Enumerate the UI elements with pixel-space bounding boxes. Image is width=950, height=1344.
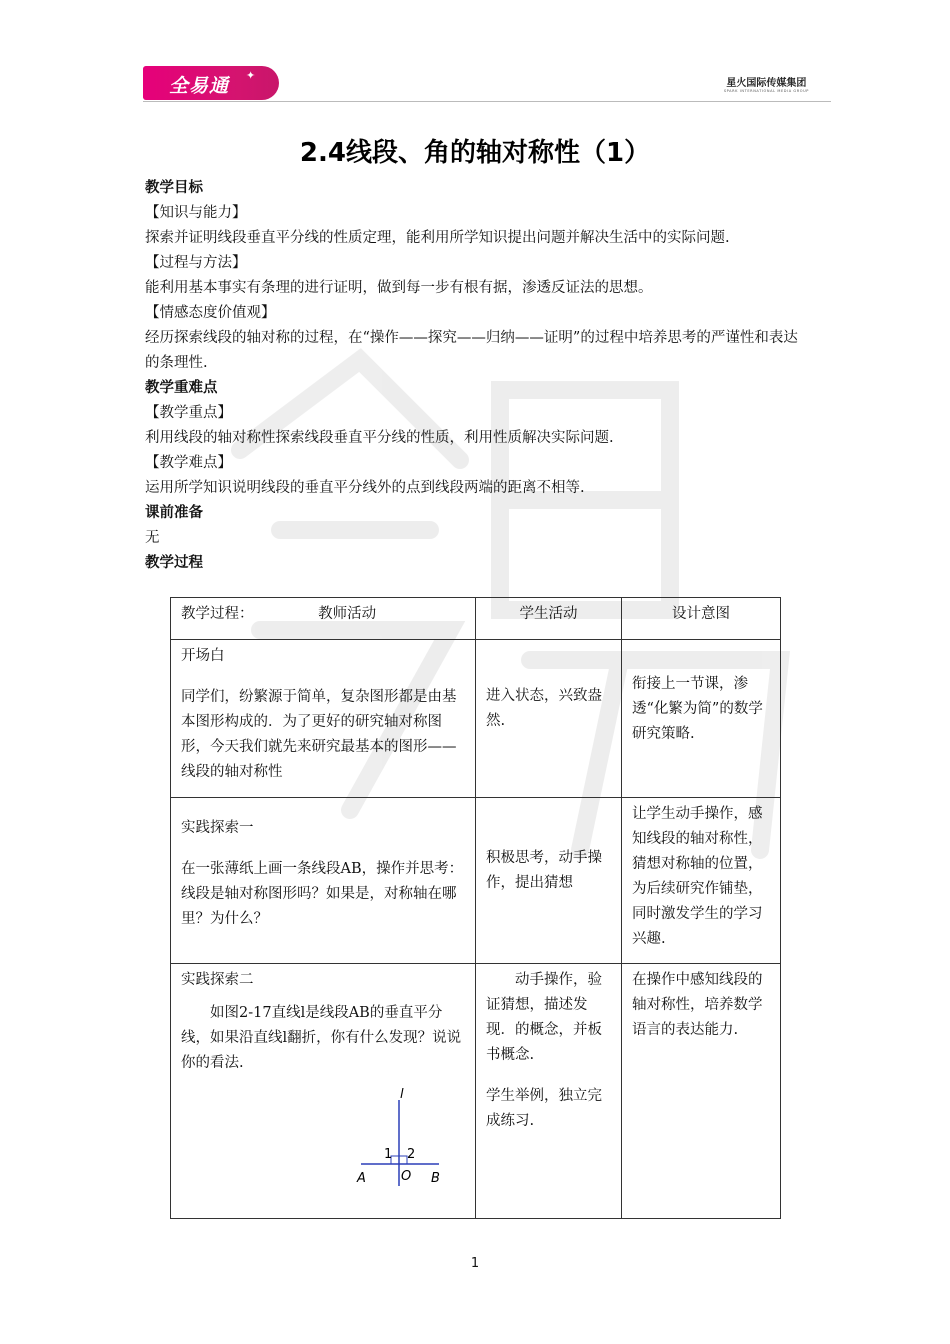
- row1-teacher-text: 同学们，纷繁源于简单，复杂图形都是由基本图形构成的．为了更好的研究轴对称图形，今天我们就先来研究最基本的图形——线段的轴对称性: [181, 689, 457, 780]
- emotion-text: 经历探索线段的轴对称的过程，在“操作——探究——归纳——证明”的过程中培养思考的严谨性和表达的条理性.: [145, 330, 798, 371]
- logo-text: 全易通: [169, 75, 230, 97]
- lesson-body: [145, 176, 807, 576]
- table-row: [171, 798, 781, 964]
- process-text: 能利用基本事实有条理的进行证明，做到每一步有根有据，渗透反证法的思想。: [145, 280, 653, 296]
- row3-intent-text: 在操作中感知线段的轴对称性，培养数学语言的表达能力.: [632, 972, 763, 1038]
- header-process: [171, 598, 476, 640]
- label-2: 2: [407, 1147, 416, 1162]
- focus-text: 利用线段的轴对称性探索线段垂直平分线的性质，利用性质解决实际问题.: [145, 430, 614, 446]
- label-a: A: [357, 1171, 366, 1186]
- row3-teacher-text: 如图2-17直线l是线段AB的垂直平分线，如果沿直线l翻折，你有什么发现？说说你的看法.: [181, 1005, 462, 1071]
- row2-teacher-cell: [171, 798, 476, 964]
- row2-teacher-text: 在一张薄纸上画一条线段AB，操作并思考：线段是轴对称图形吗？如果是，对称轴在哪里？为什么？: [181, 861, 464, 927]
- difficulty-text: 运用所学知识说明线段的垂直平分线外的点到线段两端的距离不相等.: [145, 480, 585, 496]
- row1-title: 开场白: [181, 648, 225, 664]
- label-b: B: [431, 1171, 440, 1186]
- process-label: 【过程与方法】: [145, 255, 247, 271]
- lesson-table: [170, 597, 781, 1219]
- header-student: 学生活动: [476, 598, 622, 640]
- row3-student-cell: [476, 964, 622, 1219]
- focus-label: 【教学重点】: [145, 405, 232, 421]
- prep-heading: 课前准备: [145, 505, 203, 521]
- table-row: [171, 640, 781, 798]
- header-divider: [143, 101, 831, 102]
- emotion-label: 【情感态度价值观】: [145, 305, 276, 321]
- row3-student-text-a: 动手操作，验证猜想，描述发现．的概念，并板书概念.: [486, 972, 602, 1063]
- procedure-heading: 教学过程: [145, 555, 203, 571]
- row2-student-text: 积极思考，动手操作，提出猜想: [486, 850, 602, 891]
- row2-student-cell: [476, 798, 622, 964]
- company-mark: [724, 74, 809, 93]
- goals-heading: 教学目标: [145, 180, 203, 196]
- row3-intent-cell: [622, 964, 781, 1219]
- perpendicular-bisector-figure: [291, 1086, 440, 1186]
- row1-intent-cell: [622, 640, 781, 798]
- company-name-cn: 星火国际传媒集团: [726, 78, 807, 89]
- row2-intent-cell: [622, 798, 781, 964]
- row1-teacher-cell: [171, 640, 476, 798]
- row1-student-cell: [476, 640, 622, 798]
- sparkle-icon: ✦: [246, 69, 256, 82]
- header-process-label: 教学过程：: [181, 606, 254, 622]
- difficulty-label: 【教学难点】: [145, 455, 232, 471]
- row2-intent-text: 让学生动手操作，感知线段的轴对称性，猜想对称轴的位置，为后续研究作铺垫，同时激发学生的学习兴趣.: [632, 806, 763, 947]
- row1-intent-text: 衔接上一节课，渗透“化繁为简”的数学研究策略.: [632, 676, 763, 742]
- row3-title: 实践探索二: [181, 972, 254, 988]
- keypoints-heading: 教学重难点: [145, 380, 218, 396]
- brand-logo: [143, 66, 279, 100]
- knowledge-label: 【知识与能力】: [145, 205, 247, 221]
- row3-student-text-b: 学生举例，独立完成练习.: [486, 1088, 602, 1129]
- prep-text: 无: [145, 530, 160, 546]
- table-header-row: [171, 598, 781, 640]
- header-teacher-label: 教师活动: [318, 606, 377, 622]
- page-header: [143, 66, 831, 102]
- row2-title: 实践探索一: [181, 820, 254, 836]
- header-intent: 设计意图: [622, 598, 781, 640]
- label-1: 1: [384, 1147, 393, 1162]
- page-title: 2.4线段、角的轴对称性（1）: [299, 138, 651, 168]
- label-o: O: [401, 1169, 412, 1184]
- label-l: l: [400, 1087, 404, 1102]
- company-name-en: SPARK INTERNATIONAL MEDIA GROUP: [723, 89, 809, 93]
- page-number: 1: [470, 1256, 480, 1271]
- knowledge-text: 探索并证明线段垂直平分线的性质定理，能利用所学知识提出问题并解决生活中的实际问题.: [145, 230, 730, 246]
- table-row: [171, 964, 781, 1219]
- row3-teacher-cell: [171, 964, 476, 1219]
- row1-student-text: 进入状态，兴致盎然.: [486, 688, 602, 729]
